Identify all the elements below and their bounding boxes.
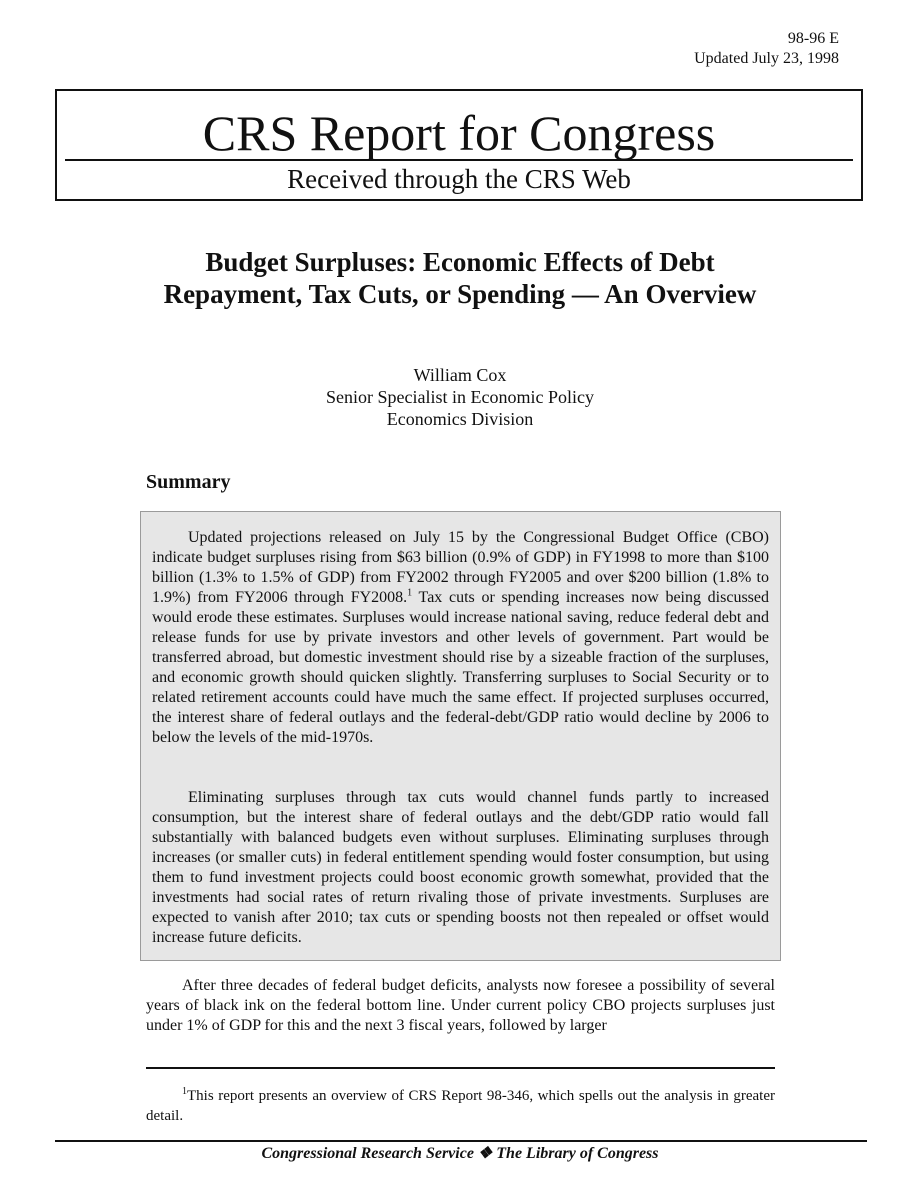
author-title: Senior Specialist in Economic Policy — [326, 387, 594, 407]
summary-paragraph-2: Eliminating surpluses through tax cuts would channel funds partly to increased consumption, but the interest share of federal outlays and the debt/GDP ratio would fall substantially with balanced budgets even without surpluses. Eliminating surpluses through increases (or smaller cuts) in federal entitlement spending would foster consumption, but using them to fund investment projects could boost economic growth somewhat, provided that the investments had social rates of return rivaling those of private investments. Surpluses are expected to vanish after 2010; tax cuts or spending boosts not then repealed or offset would increase future deficits. — [152, 789, 769, 946]
report-identifier — [694, 29, 839, 69]
body-paragraph-1: After three decades of federal budget deficits, analysts now foresee a possibility of several years of black ink on the federal bottom line. Under current policy CBO projects surpluses just under 1% of GDP for this and the next 3 fiscal years, followed by larger — [146, 977, 775, 1034]
author-block — [160, 364, 760, 430]
document-title: Budget Surpluses: Economic Effects of Debt Repayment, Tax Cuts, or Spending — An Overview — [163, 247, 757, 309]
banner-title: CRS Report for Congress — [202, 105, 716, 161]
author-name: William Cox — [413, 365, 507, 385]
banner-divider — [65, 159, 853, 161]
footnote-text: This report presents an overview of CRS Report 98-346, which spells out the analysis in greater detail. — [146, 1088, 775, 1124]
footnote-divider — [146, 1067, 775, 1069]
summary-p1-text: Updated projections released on July 15 by the Congressional Budget Office (CBO) indicate budget surpluses rising from $63 billion (0.9% of GDP) in FY1998 to more than $100 billion (1.3% to 1.5% of GDP) from FY2002 through FY2005 and over $200 billion (1.8% to 1.9%) from FY2006 through FY2008. — [152, 529, 769, 606]
author-division: Economics Division — [386, 409, 534, 429]
footer-divider — [55, 1140, 867, 1142]
report-number: 98-96 E — [787, 30, 839, 47]
banner-subtitle: Received through the CRS Web — [287, 164, 631, 194]
summary-heading: Summary — [146, 471, 231, 493]
footnote — [146, 1086, 775, 1126]
report-banner — [55, 89, 863, 201]
updated-date: Updated July 23, 1998 — [694, 50, 839, 67]
footnote-marker: 1 — [182, 1086, 187, 1097]
summary-paragraph-1 — [152, 528, 769, 748]
page-footer: Congressional Research Service ❖ The Library of Congress — [261, 1145, 659, 1162]
summary-box — [140, 511, 781, 961]
summary-p1-text-cont: Tax cuts or spending increases now being discussed would erode these estimates. Surpluses would increase national saving, reduce federal debt and release funds for use by private investors and other levels of government. Part would be transferred abroad, but domestic investment should rise by a sizeable fraction of the surpluses, and economic growth should quicken slightly. Transferring surpluses to Social Security or to related retirement accounts could have much the same effect. If projected surpluses occurred, the interest share of federal outlays and the federal-debt/GDP ratio would decline by 2006 to below the levels of the mid-1970s. — [152, 589, 769, 746]
footnote-reference: 1 — [407, 587, 413, 599]
